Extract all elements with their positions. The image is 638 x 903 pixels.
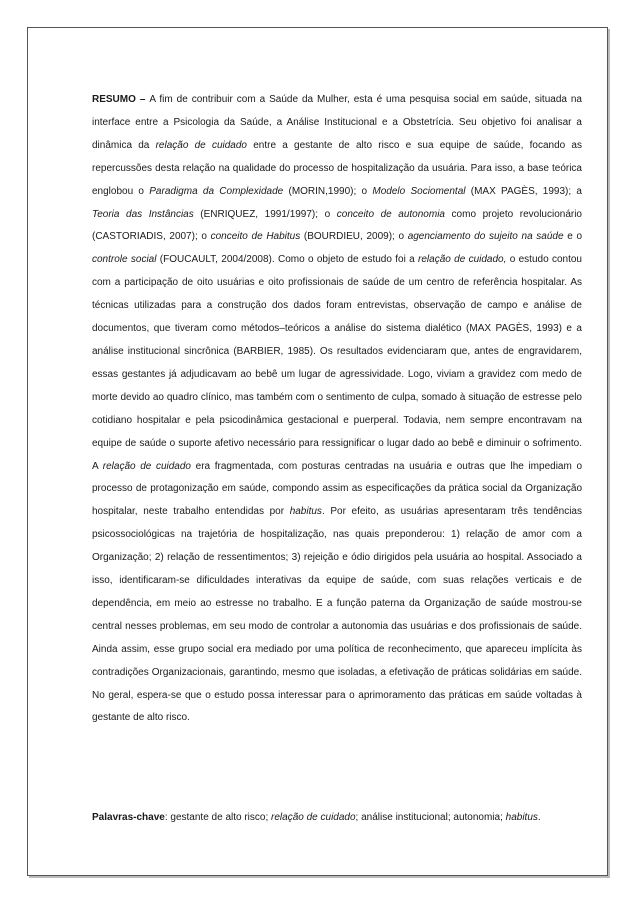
abstract-segment-italic: conceito de autonomia xyxy=(336,208,445,220)
abstract-segment: A fim de contribuir com a Saúde da Mulher, esta é uma pesquisa social em saúde, situada na interface entre a Psicologia da Saúde, a Análise Institucional e a Obstetrícia. Seu objetivo foi analisar a dinâmica da xyxy=(92,94,582,151)
abstract-segment-italic: habitus xyxy=(289,506,322,518)
abstract-segment: era fragmentada, com posturas centradas na usuária e outras que lhe impediam o processo de protagonização em saúde, compondo assim as especificações da prática social da Organização hospitalar, neste trabalho entendidas por xyxy=(92,460,583,518)
abstract-label: RESUMO xyxy=(92,94,136,105)
abstract-segment-italic: agenciamento do sujeito na saúde xyxy=(407,231,564,243)
abstract-paragraph xyxy=(92,89,582,730)
abstract-segment-italic: Modelo Sociomental xyxy=(372,185,466,197)
abstract-segment: o estudo contou com a participação de oito usuárias e oito profissionais de saúde de um centro de referência hospitalar. As técnicas utilizadas para a construção dos dados foram entrevistas, observação de campo e análise de documentos, que tiveram como métodos–teóricos a análise do sistema dialético (MAX PAGÈS, 1993) e a análise institucional sincrônica (BARBIER, 1985). Os resultados evidenciaram que, antes de engravidarem, essas gestantes já adjudicavam ao bebê um lugar de agressividade. Logo, viviam a gravidez com medo de morte devido ao quadro clínico, mas também com o sentimento de culpa, somado à situação de estresse pelo cotidiano hospitalar e pela psicodinâmica gestacional e puerperal. Todavia, nem sempre encontravam na equipe de saúde o suporte afetivo necessário para ressignificar o lugar dado ao bebê e diminuir o sofrimento. A xyxy=(92,254,582,472)
abstract-segment: (MORIN,1990); o xyxy=(283,185,373,197)
abstract-segment-italic: relação de cuidado, xyxy=(418,254,507,266)
keywords-label: Palavras-chave xyxy=(92,812,165,823)
abstract-segment: entre a gestante de alto risco e sua equipe de saúde, focando as repercussões desta relação na qualidade do processo de hospitalização da usuária. Para isso, a base teórica englobou o xyxy=(92,139,582,197)
abstract-dash: – xyxy=(135,94,150,105)
abstract-segment-italic: relação de cuidado xyxy=(155,139,247,151)
keyword-segment-italic: habitus xyxy=(505,812,538,823)
keywords-line xyxy=(92,808,592,828)
abstract-segment-italic: conceito de Habitus xyxy=(210,231,301,243)
abstract-segment: e o xyxy=(563,231,583,243)
abstract-segment-italic: Paradigma da Complexidade xyxy=(149,185,284,197)
keyword-segment: . xyxy=(537,812,541,823)
abstract-segment: (BOURDIEU, 2009); o xyxy=(300,231,408,243)
abstract-segment-italic: controle social xyxy=(92,254,157,266)
abstract-segment: como projeto revolucionário (CASTORIADIS, 2007); o xyxy=(92,208,582,243)
abstract-segment: (MAX PAGÈS, 1993); a xyxy=(465,185,582,197)
abstract-segment: (ENRIQUEZ, 1991/1997); o xyxy=(193,208,337,220)
keyword-segment: gestante de alto risco; xyxy=(170,812,272,823)
keywords-colon: : xyxy=(164,812,171,823)
abstract-segment: . Por efeito, as usuárias apresentaram três tendências psicossociológicas na trajetória de hospitalização, nas quais preponderou: 1) relação de amor com a Organização; 2) relação de ressentimentos; 3) rejeição e ódio dirigidos pela usuária ao hospital. Associado a isso, identificaram-se dificuldades interativas da equipe de saúde, com suas relações verticais e de dependência, em meio ao estresse no trabalho. E a função paterna da Organização de saúde mostrou-se central nesses problemas, em seu modo de controlar a autonomia das usuárias e dos profissionais de saúde. Ainda assim, esse grupo social era mediado por uma política de reconhecimento, que apareceu implícita às contradições Organizacionais, garantindo, mesmo que isoladas, a efetivação de práticas solidárias em saúde. No geral, espera-se que o estudo possa interessar para o aprimoramento das práticas em saúde voltadas à gestante de alto risco. xyxy=(92,506,582,724)
keyword-segment: ; análise institucional; autonomia; xyxy=(355,812,506,823)
abstract-segment: (FOUCAULT, 2004/2008). Como o objeto de estudo foi a xyxy=(156,254,419,266)
abstract-segment-italic: relação de cuidado xyxy=(102,460,191,472)
keyword-segment-italic: relação de cuidado xyxy=(271,812,356,823)
abstract-segment-italic: Teoria das Instâncias xyxy=(92,208,194,220)
